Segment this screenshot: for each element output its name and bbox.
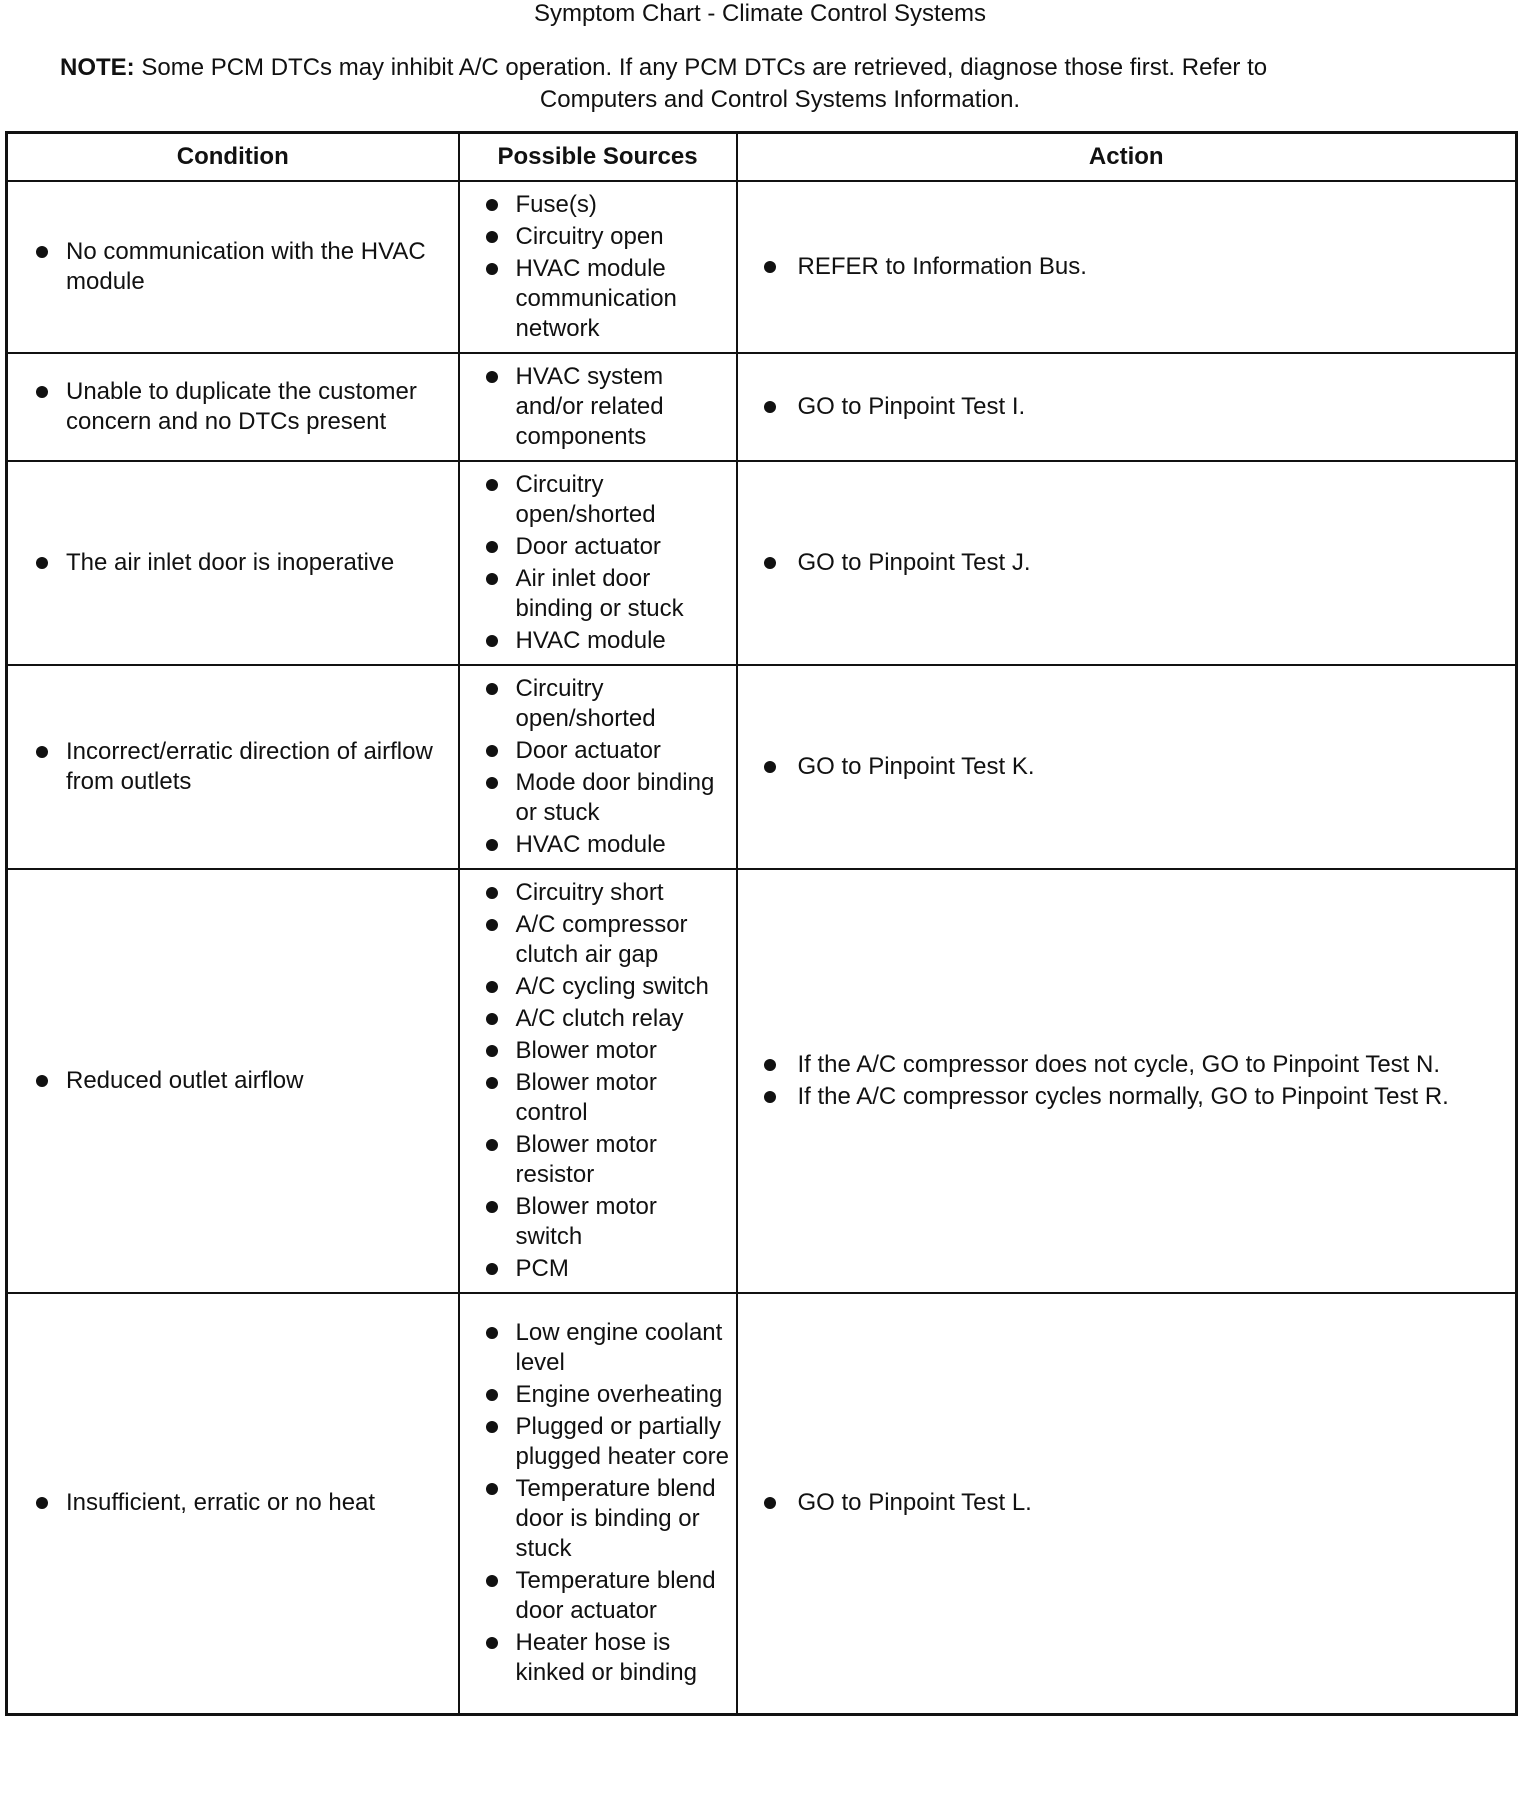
possible-sources-cell bbox=[459, 353, 737, 461]
possible-sources-cell bbox=[459, 181, 737, 353]
condition-list bbox=[8, 548, 458, 578]
table-row bbox=[7, 1293, 1517, 1714]
source-item: Circuitry open/shorted bbox=[460, 674, 736, 734]
table-row bbox=[7, 353, 1517, 461]
header-row bbox=[7, 133, 1517, 182]
condition-text: Incorrect/erratic direction of airflow from outlets bbox=[8, 737, 458, 797]
header-action: Action bbox=[737, 133, 1517, 182]
condition-text: Unable to duplicate the customer concern and no DTCs present bbox=[8, 377, 458, 437]
source-item: Circuitry open bbox=[460, 222, 736, 252]
condition-text: Reduced outlet airflow bbox=[8, 1066, 458, 1096]
source-item: PCM bbox=[460, 1254, 736, 1284]
condition-text: No communication with the HVAC module bbox=[8, 237, 458, 297]
header-possible-sources: Possible Sources bbox=[459, 133, 737, 182]
condition-cell bbox=[7, 353, 459, 461]
possible-sources-cell bbox=[459, 461, 737, 665]
action-cell bbox=[737, 869, 1517, 1293]
condition-cell bbox=[7, 665, 459, 869]
condition-cell bbox=[7, 1293, 459, 1714]
sources-list bbox=[460, 878, 736, 1284]
source-item: Low engine coolant level bbox=[460, 1318, 736, 1378]
possible-sources-cell bbox=[459, 665, 737, 869]
source-item: Door actuator bbox=[460, 736, 736, 766]
table-row bbox=[7, 869, 1517, 1293]
source-item: HVAC system and/or related components bbox=[460, 362, 736, 452]
sources-list bbox=[460, 190, 736, 344]
note-block bbox=[60, 52, 1500, 116]
note-text: Some PCM DTCs may inhibit A/C operation. If any PCM DTCs are retrieved, diagnose those first. Refer to bbox=[134, 54, 1268, 81]
source-item: A/C compressor clutch air gap bbox=[460, 910, 736, 970]
actions-list bbox=[738, 1488, 1516, 1518]
page-title: Symptom Chart - Climate Control Systems bbox=[533, 0, 987, 27]
condition-text: Insufficient, erratic or no heat bbox=[8, 1488, 458, 1518]
source-item: A/C clutch relay bbox=[460, 1004, 736, 1034]
note-line-1 bbox=[60, 52, 1500, 84]
source-item: Circuitry open/shorted bbox=[460, 470, 736, 530]
source-item: Mode door binding or stuck bbox=[460, 768, 736, 828]
action-item: REFER to Information Bus. bbox=[738, 252, 1516, 282]
source-item: Blower motor bbox=[460, 1036, 736, 1066]
action-cell bbox=[737, 181, 1517, 353]
table-body bbox=[7, 181, 1517, 1714]
possible-sources-cell bbox=[459, 1293, 737, 1714]
sources-list bbox=[460, 674, 736, 860]
source-item: HVAC module bbox=[460, 626, 736, 656]
source-item: Door actuator bbox=[460, 532, 736, 562]
condition-cell bbox=[7, 461, 459, 665]
condition-cell bbox=[7, 869, 459, 1293]
action-item: If the A/C compressor cycles normally, GO to Pinpoint Test R. bbox=[738, 1082, 1516, 1112]
condition-list bbox=[8, 737, 458, 797]
action-cell bbox=[737, 353, 1517, 461]
possible-sources-cell bbox=[459, 869, 737, 1293]
condition-cell bbox=[7, 181, 459, 353]
condition-text: The air inlet door is inoperative bbox=[8, 548, 458, 578]
table-row bbox=[7, 461, 1517, 665]
action-item: GO to Pinpoint Test K. bbox=[738, 752, 1516, 782]
actions-list bbox=[738, 392, 1516, 422]
source-item: Blower motor resistor bbox=[460, 1130, 736, 1190]
sources-list bbox=[460, 1318, 736, 1688]
actions-list bbox=[738, 252, 1516, 282]
action-cell bbox=[737, 665, 1517, 869]
action-item: GO to Pinpoint Test I. bbox=[738, 392, 1516, 422]
action-cell bbox=[737, 1293, 1517, 1714]
source-item: Circuitry short bbox=[460, 878, 736, 908]
condition-list bbox=[8, 377, 458, 437]
source-item: Fuse(s) bbox=[460, 190, 736, 220]
header-condition: Condition bbox=[7, 133, 459, 182]
table-row bbox=[7, 665, 1517, 869]
sources-list bbox=[460, 470, 736, 656]
source-item: Temperature blend door is binding or stuck bbox=[460, 1474, 736, 1564]
source-item: HVAC module communication network bbox=[460, 254, 736, 344]
condition-list bbox=[8, 1488, 458, 1518]
source-item: Engine overheating bbox=[460, 1380, 736, 1410]
note-line-2: Computers and Control Systems Information. bbox=[539, 86, 1021, 113]
source-item: Heater hose is kinked or binding bbox=[460, 1628, 736, 1688]
source-item: Air inlet door binding or stuck bbox=[460, 564, 736, 624]
source-item: Plugged or partially plugged heater core bbox=[460, 1412, 736, 1472]
actions-list bbox=[738, 752, 1516, 782]
source-item: Blower motor control bbox=[460, 1068, 736, 1128]
action-item: GO to Pinpoint Test L. bbox=[738, 1488, 1516, 1518]
actions-list bbox=[738, 548, 1516, 578]
action-cell bbox=[737, 461, 1517, 665]
source-item: Temperature blend door actuator bbox=[460, 1566, 736, 1626]
condition-list bbox=[8, 237, 458, 297]
condition-list bbox=[8, 1066, 458, 1096]
symptom-chart-table bbox=[5, 131, 1518, 1716]
table-row bbox=[7, 181, 1517, 353]
source-item: Blower motor switch bbox=[460, 1192, 736, 1252]
actions-list bbox=[738, 1050, 1516, 1112]
sources-list bbox=[460, 362, 736, 452]
source-item: A/C cycling switch bbox=[460, 972, 736, 1002]
source-item: HVAC module bbox=[460, 830, 736, 860]
action-item: If the A/C compressor does not cycle, GO to Pinpoint Test N. bbox=[738, 1050, 1516, 1080]
action-item: GO to Pinpoint Test J. bbox=[738, 548, 1516, 578]
note-label: NOTE: bbox=[60, 54, 135, 81]
